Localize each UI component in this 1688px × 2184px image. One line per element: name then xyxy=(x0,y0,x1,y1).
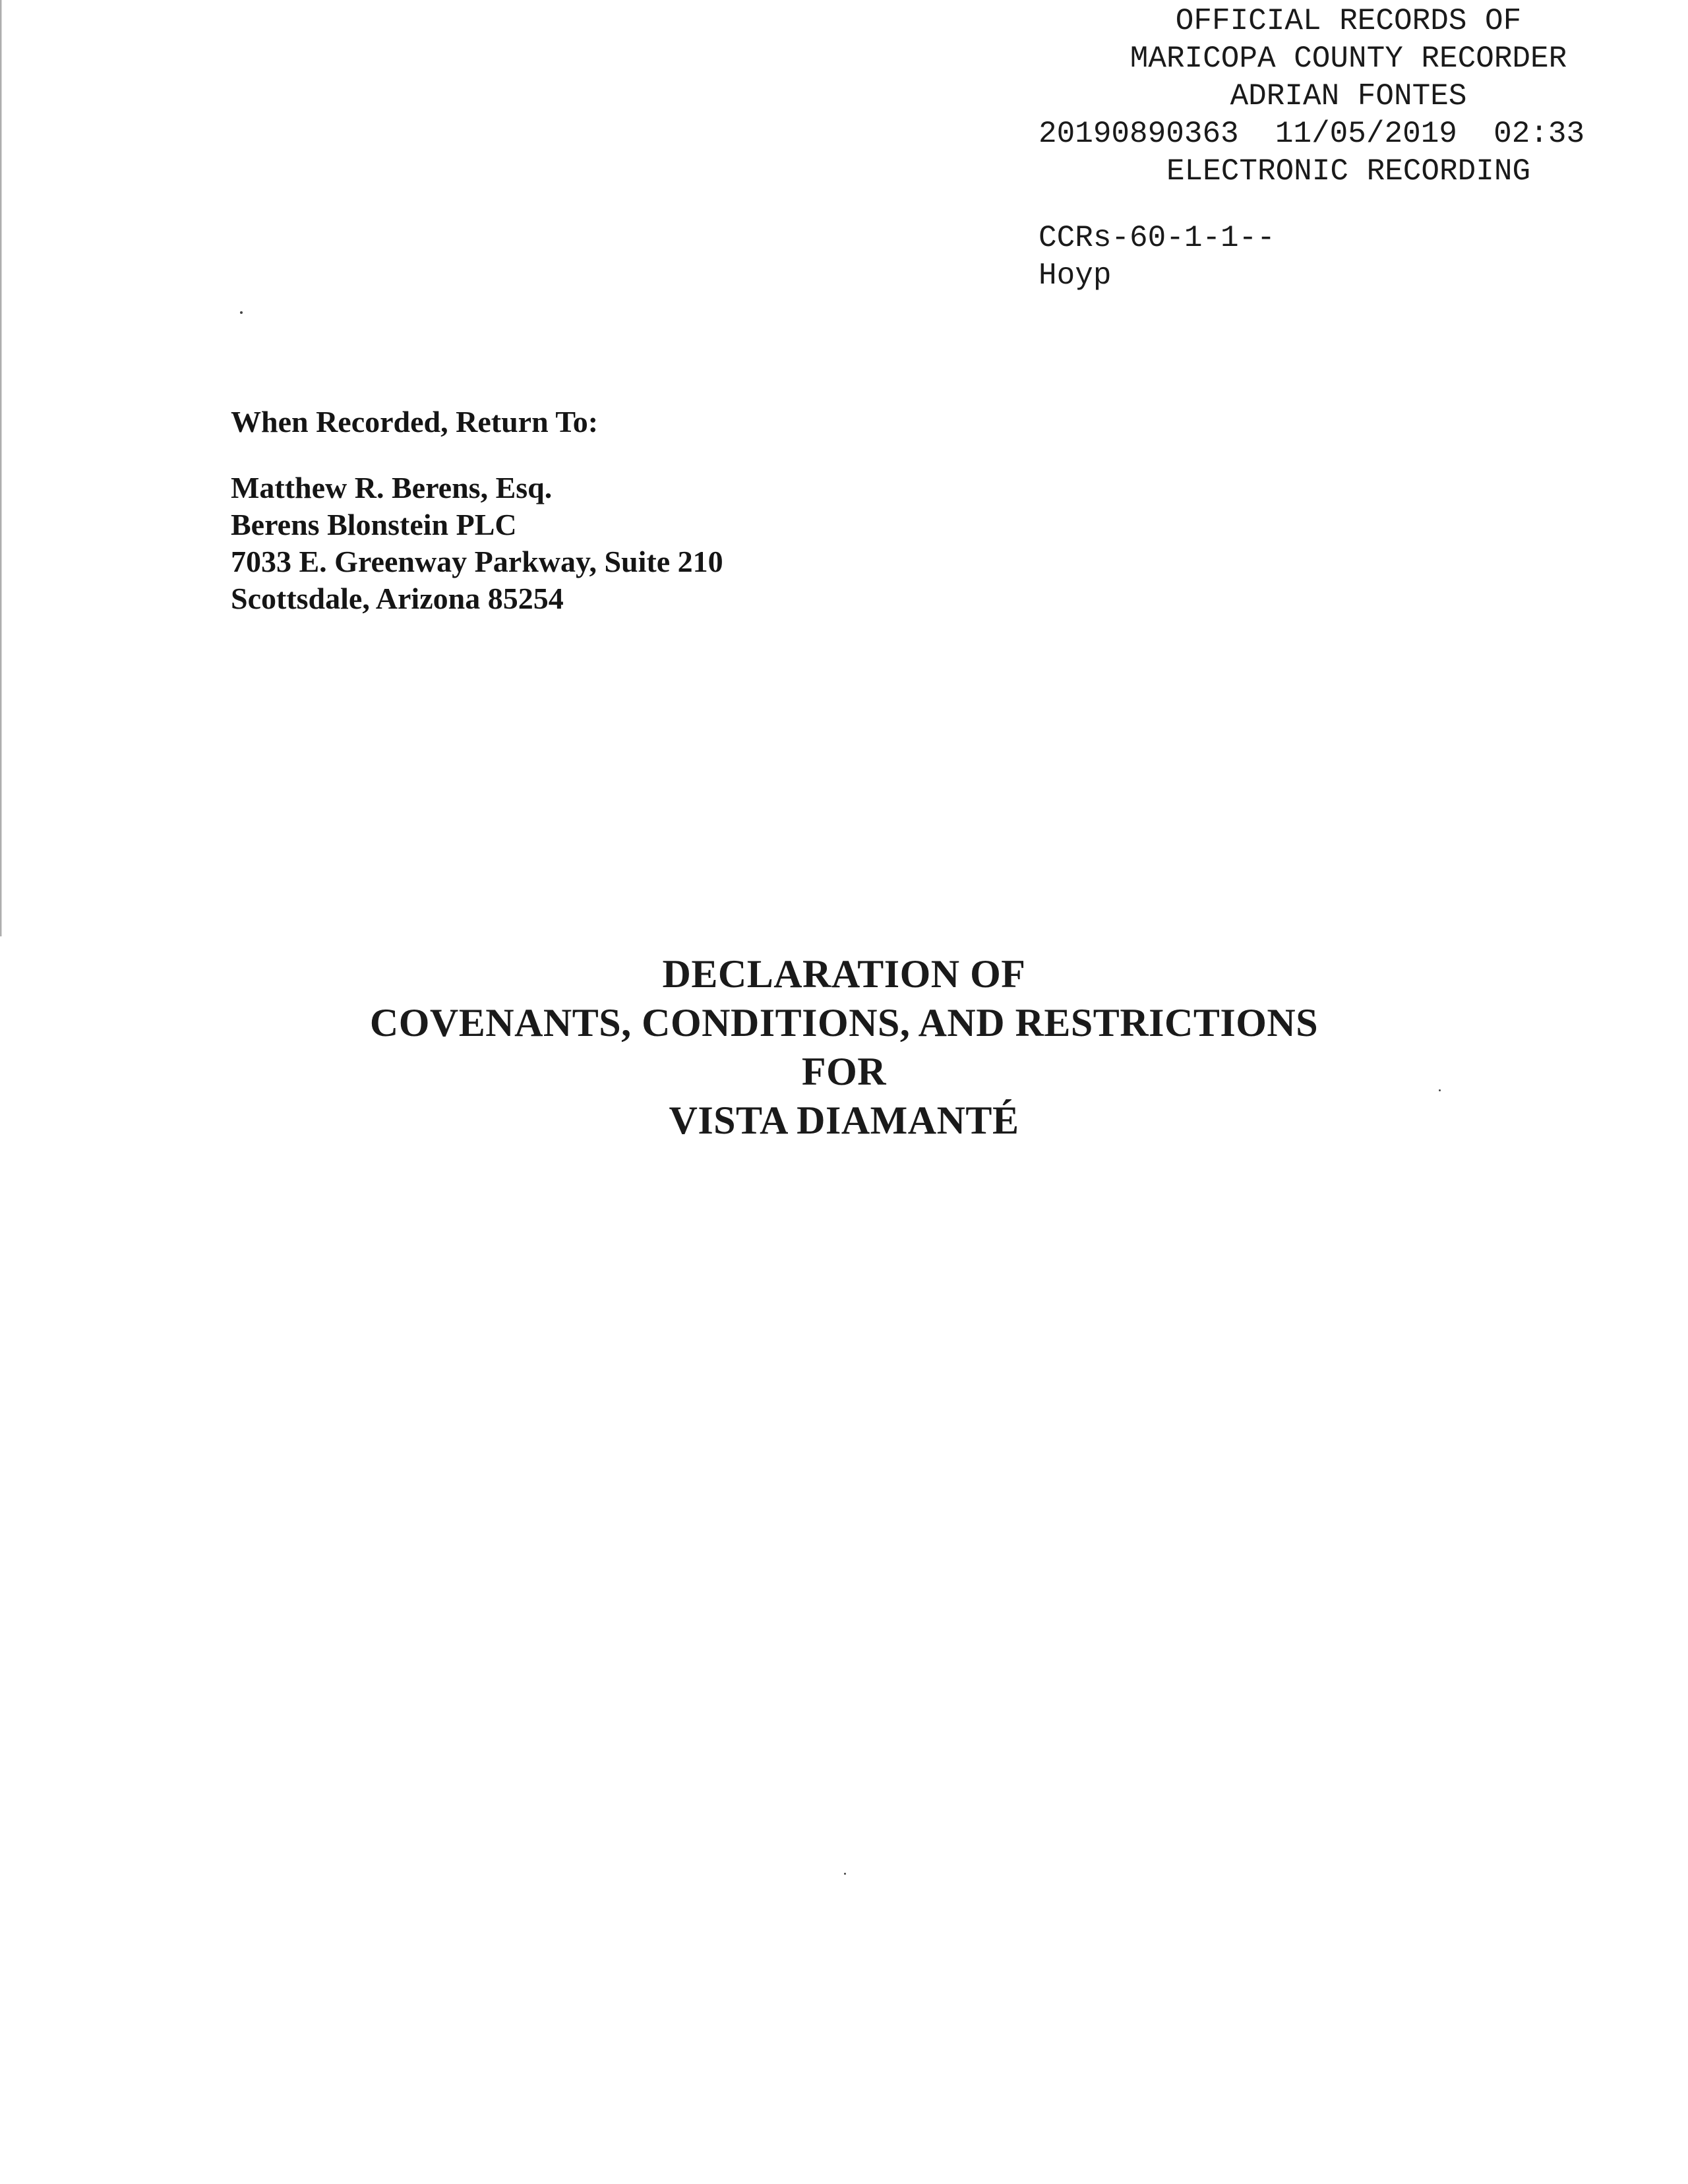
stamp-fee-code: CCRs-60-1-1-- xyxy=(1039,221,1275,255)
return-name: Matthew R. Berens, Esq. xyxy=(231,471,553,504)
scan-edge-shadow xyxy=(0,0,2,936)
title-line-vista-diamante: VISTA DIAMANTÉ xyxy=(669,1099,1019,1142)
stamp-electronic-recording: ELECTRONIC RECORDING xyxy=(1166,154,1531,189)
stamp-clerk-initials: Hoyp xyxy=(1039,258,1112,293)
title-line-for: FOR xyxy=(801,1050,887,1093)
title-line-declaration: DECLARATION OF xyxy=(662,952,1026,996)
return-street: 7033 E. Greenway Parkway, Suite 210 xyxy=(231,545,723,578)
return-heading: When Recorded, Return To: xyxy=(231,405,599,439)
scan-speck xyxy=(1439,1089,1441,1091)
recording-stamp xyxy=(1039,3,1658,295)
stamp-record-number-date-time: 20190890363 11/05/2019 02:33 xyxy=(1039,117,1585,151)
scan-speck xyxy=(844,1873,846,1875)
scan-speck xyxy=(240,311,243,314)
stamp-county-recorder: MARICOPA COUNTY RECORDER xyxy=(1130,42,1567,76)
stamp-official-records: OFFICIAL RECORDS OF xyxy=(1175,4,1522,38)
return-address-block xyxy=(231,404,723,617)
title-line-covenants: COVENANTS, CONDITIONS, AND RESTRICTIONS xyxy=(369,1001,1319,1045)
stamp-recorder-name: ADRIAN FONTES xyxy=(1230,79,1467,113)
return-firm: Berens Blonstein PLC xyxy=(231,508,517,541)
document-title xyxy=(0,950,1688,1145)
return-city-state-zip: Scottsdale, Arizona 85254 xyxy=(231,582,564,615)
